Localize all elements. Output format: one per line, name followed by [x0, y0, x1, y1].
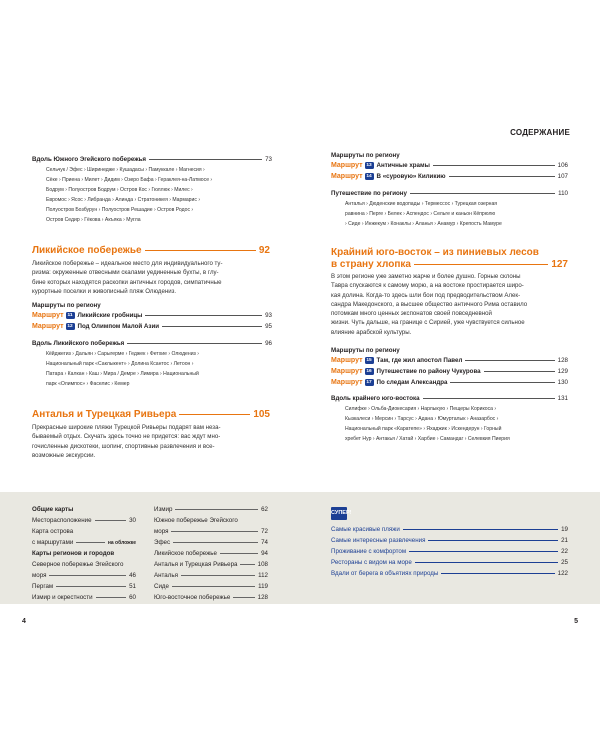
- map-label: Анталья и Турецкая Ривьера: [154, 561, 238, 568]
- dot-leader: [423, 398, 555, 399]
- map-label: Измир и окрестности: [32, 594, 93, 601]
- map-label: Юго-восточное побережье: [154, 594, 231, 601]
- route-entry-13[interactable]: [331, 162, 568, 169]
- places-lycia: [46, 350, 276, 390]
- toc-entry-page: 131: [557, 395, 568, 402]
- route-page: 129: [557, 368, 568, 375]
- places-line: Силифке › Ольба-Диокесария › Нарлыкую › Пещеры Корикоса ›: [345, 406, 497, 412]
- dot-leader: [409, 551, 558, 552]
- super-entry[interactable]: [331, 570, 568, 577]
- map-entry[interactable]: [32, 517, 136, 524]
- map-entry[interactable]: [32, 539, 136, 546]
- desc-line: возможные экскурсии.: [32, 451, 96, 459]
- map-page: 62: [261, 506, 268, 513]
- toc-entry-along-southeast[interactable]: [331, 395, 568, 402]
- route-entry-14[interactable]: [331, 173, 568, 180]
- toc-entry-along-lycia[interactable]: [32, 340, 272, 347]
- map-label: Карты регионов и городов: [32, 550, 115, 557]
- desc-line: Прекрасные широкие пляжи Турецкой Ривьеры подарят вам неза-: [32, 424, 221, 431]
- map-label: Северное побережье Эгейского: [32, 561, 124, 568]
- desc-line: жизни. Чуть дальше, на границе с Сирией, уже чувствуется сильное: [331, 319, 525, 327]
- desc-line: гочисленные дискотеки, шопинг, спортивные развлечения и все-: [32, 442, 215, 450]
- map-label: Измир: [154, 506, 173, 513]
- routes-heading: Маршруты по региону: [331, 347, 400, 354]
- section-page: 105: [253, 409, 270, 420]
- route-number-badge: 17: [366, 380, 372, 385]
- desc-line: Ликийское побережье – идеальное место для индивидуального ту-: [32, 260, 223, 267]
- routes-heading: Маршруты по региону: [331, 152, 400, 159]
- toc-entry-page: 96: [265, 340, 272, 347]
- places-antalya: [345, 200, 570, 230]
- map-entry[interactable]: [154, 572, 268, 579]
- section-title-southeast-line2[interactable]: [331, 259, 568, 270]
- toc-entry-label: Путешествие по региону: [331, 190, 407, 197]
- places-line: Евромос › Ясос › Либранда › Алинда › Стратоникея › Мармарис ›: [46, 196, 201, 203]
- places-line: Патара › Калкан › Каш › Мира / Демре › Лимира › Национальный: [46, 370, 199, 377]
- dot-leader: [450, 382, 554, 383]
- section-page: 127: [551, 259, 568, 270]
- map-page: 94: [261, 550, 268, 557]
- map-page: 108: [257, 561, 268, 568]
- map-entry[interactable]: [32, 583, 136, 590]
- super-label: Рестораны с видом на море: [331, 559, 412, 566]
- toc-entry-page: 73: [265, 156, 272, 163]
- section-title-text: Анталья и Турецкая Ривьера: [32, 409, 177, 420]
- section-title-southeast[interactable]: Крайний юго-восток – из пиниевых лесов: [331, 247, 539, 258]
- route-entry-16[interactable]: [331, 368, 568, 375]
- places-line: Кёйджегиз › Дальян › Сарыгерме › Геджек › Фетхие › Олюдениз ›: [46, 351, 199, 357]
- map-entry[interactable]: [154, 539, 268, 546]
- map-label: Карта острова: [32, 528, 74, 535]
- map-label: Сиде: [154, 583, 169, 590]
- desc-line: потомкам много ценных экспонатов своей повседневной: [331, 310, 492, 318]
- map-page: 60: [129, 594, 136, 601]
- map-entry[interactable]: [154, 594, 268, 601]
- toc-entry-south-aegean[interactable]: [32, 156, 272, 163]
- desc-line: бываемый отдых. Скучать здесь точно не придется: вас ждут мно-: [32, 433, 221, 441]
- section-description-lycia: [32, 259, 272, 296]
- routes-heading: Маршруты по региону: [32, 302, 101, 309]
- dot-leader: [220, 553, 258, 554]
- dot-leader: [441, 573, 554, 574]
- route-number-badge: 15: [366, 358, 372, 363]
- dot-leader: [127, 343, 262, 344]
- places-line: Национальный парк «Саклыкент» › Долина Ксантос › Летоон ›: [46, 360, 194, 367]
- dot-leader: [173, 542, 258, 543]
- page-number-right: 5: [574, 618, 578, 625]
- dot-leader: [240, 564, 254, 565]
- super-label: Самые красивые пляжи: [331, 526, 400, 533]
- dot-leader: [410, 193, 555, 194]
- places-line: хребет Нур › Антакья / Хатай › Харбие › Самандаг › Селевкия Пиерия: [345, 435, 510, 442]
- places-line: Сёке › Приена › Милет › Дидим › Озеро Бафа › Гераклея-на-Латмосе ›: [46, 176, 213, 183]
- route-title: Путешествие по району Чукурова: [376, 368, 481, 375]
- map-page: 112: [258, 572, 268, 579]
- section-rule: [414, 264, 548, 265]
- map-label: Общие карты: [32, 506, 74, 513]
- route-number-badge: 11: [67, 313, 73, 318]
- map-page: 119: [258, 583, 268, 590]
- toc-entry-travel[interactable]: [331, 190, 568, 197]
- map-entry[interactable]: [154, 528, 268, 535]
- map-label: с маршрутами: [32, 539, 74, 546]
- route-entry-12[interactable]: [32, 323, 272, 330]
- section-title-lycia[interactable]: [32, 245, 270, 256]
- route-title: По следам Александра: [376, 379, 448, 386]
- map-page: на обложке: [107, 540, 136, 546]
- map-label: Эфес: [154, 539, 171, 546]
- map-entry[interactable]: [32, 506, 136, 513]
- desc-line: кая долина. Когда-то здесь шли бои под предводительством Алек-: [331, 291, 521, 299]
- section-rule: [145, 250, 256, 251]
- places-south-aegean: [46, 166, 276, 225]
- route-label: Маршрут: [331, 357, 363, 364]
- desc-line: влияние арабской культуры.: [331, 328, 412, 336]
- dot-leader: [233, 597, 254, 598]
- dot-leader: [95, 520, 127, 521]
- dot-leader: [56, 586, 126, 587]
- dot-leader: [484, 371, 555, 372]
- section-title-antalya[interactable]: [32, 409, 270, 420]
- places-line: Анталья › Дюденские водопады › Термессос › Турецкая озерная: [345, 201, 498, 207]
- places-line: › Сиде › Инжекум › Конаклы › Аланья › Анамур › Крепость Мамуре: [345, 220, 502, 227]
- toc-entry-label: Вдоль Южного Эгейского побережья: [32, 156, 147, 163]
- map-entry[interactable]: [32, 594, 136, 601]
- route-page: 107: [557, 173, 568, 180]
- map-label: Южное побережье Эгейского: [154, 517, 238, 524]
- route-title: Там, где жил апостол Павел: [376, 357, 463, 364]
- route-label: Маршрут: [331, 173, 363, 180]
- map-page: 74: [261, 539, 268, 546]
- section-page: 92: [258, 245, 270, 256]
- dot-leader: [149, 159, 262, 160]
- super-badge: СУПЕР!: [331, 507, 347, 520]
- route-page: 93: [265, 312, 272, 319]
- section-description-antalya: [32, 423, 272, 460]
- page-header: СОДЕРЖАНИЕ: [510, 128, 570, 137]
- desc-line: бине которых находятся раскопки античных городов, симпатичные: [32, 278, 222, 286]
- map-entry[interactable]: [154, 583, 268, 590]
- route-page: 106: [557, 162, 568, 169]
- map-entry[interactable]: [154, 561, 268, 568]
- dot-leader: [172, 586, 255, 587]
- dot-leader: [171, 531, 258, 532]
- section-title-text: в страну хлопка: [331, 259, 411, 270]
- map-page: 128: [257, 594, 268, 601]
- route-number-badge: 14: [366, 174, 372, 179]
- section-rule: [179, 414, 250, 415]
- desc-line: В этом регионе уже заметно жарче и более душно. Горные склоны: [331, 273, 521, 280]
- places-southeast: [345, 405, 575, 445]
- super-page: 122: [557, 570, 568, 577]
- route-label: Маршрут: [331, 379, 363, 386]
- map-entry[interactable]: [154, 506, 268, 513]
- route-entry-11[interactable]: [32, 312, 272, 319]
- map-page: 72: [261, 528, 268, 535]
- super-page: 22: [561, 548, 568, 555]
- desc-line: ризма: окруженные отвесными скалами уединенные бухты, в глу-: [32, 269, 219, 277]
- map-entry[interactable]: [154, 517, 268, 524]
- route-number-badge: 12: [67, 324, 73, 329]
- places-line: Кызкалеси › Мерсин › Тарсус › Адана › Юмурталык › Аназарбос ›: [345, 415, 499, 422]
- map-page: 51: [129, 583, 136, 590]
- dot-leader: [96, 597, 127, 598]
- route-title: Ликийские гробницы: [77, 312, 143, 319]
- places-line: Бодрум › Полуостров Бодрум › Остров Кос › Гюллюк › Милес ›: [46, 186, 193, 193]
- section-title-text: Ликийское побережье: [32, 245, 142, 256]
- dot-leader: [449, 176, 555, 177]
- route-entry-17[interactable]: [331, 379, 568, 386]
- map-label: Анталья: [154, 572, 178, 579]
- route-title: Под Олимпом Малой Азии: [77, 323, 160, 330]
- map-page: 30: [129, 517, 136, 524]
- places-line: Полуостров Бозбурун › Полуостров Решадие › Остров Родос ›: [46, 206, 194, 213]
- dot-leader: [415, 562, 558, 563]
- super-entry[interactable]: [331, 526, 568, 533]
- dot-leader: [428, 540, 558, 541]
- places-line: равнина › Перге › Белек › Аспендос › Сельге и каньон Кёпрюлю: [345, 210, 496, 217]
- places-line: парк «Олимпос» › Фаселис › Кемер: [46, 380, 130, 387]
- super-page: 19: [561, 526, 568, 533]
- route-number-badge: 16: [366, 369, 372, 374]
- toc-entry-label: Вдоль крайнего юго-востока: [331, 395, 420, 402]
- super-label: Вдали от берега в объятиях природы: [331, 570, 439, 577]
- route-entry-15[interactable]: [331, 357, 568, 364]
- route-label: Маршрут: [331, 368, 363, 375]
- page-number-left: 4: [22, 618, 26, 625]
- route-label: Маршрут: [32, 312, 64, 319]
- super-entry[interactable]: [331, 537, 568, 544]
- map-entry[interactable]: [32, 572, 136, 579]
- dot-leader: [145, 315, 262, 316]
- map-label: моря: [154, 528, 169, 535]
- super-entry[interactable]: [331, 548, 568, 555]
- route-page: 95: [265, 323, 272, 330]
- section-description-southeast: [331, 272, 571, 337]
- places-line: Сельчук / Эфес › Ширинедже › Кушадасы › Памуккале › Магнесия ›: [46, 167, 205, 173]
- super-entry[interactable]: [331, 559, 568, 566]
- map-label: Месторасположение: [32, 517, 92, 524]
- map-label: Пергам: [32, 583, 54, 590]
- places-line: Национальный парк «Каратепе» › Яхаджик › Искендерун › Горный: [345, 425, 502, 432]
- toc-entry-label: Вдоль Ликийского побережья: [32, 340, 125, 347]
- route-page: 128: [557, 357, 568, 364]
- desc-line: сандра Македонского, а высшее общество античного Рима оставило: [331, 300, 528, 308]
- map-entry[interactable]: [154, 550, 268, 557]
- map-entry[interactable]: [32, 528, 136, 535]
- super-page: 21: [561, 537, 568, 544]
- dot-leader: [49, 575, 126, 576]
- map-label: моря: [32, 572, 47, 579]
- map-entry[interactable]: [32, 550, 136, 557]
- super-label: Проживание с комфортом: [331, 548, 407, 555]
- route-title: Античные храмы: [376, 162, 430, 169]
- dot-leader: [465, 360, 554, 361]
- super-page: 25: [561, 559, 568, 566]
- dot-leader: [76, 542, 105, 543]
- desc-line: курортные поселки и живописный пляж Олюдениз.: [32, 287, 177, 295]
- dot-leader: [175, 509, 258, 510]
- map-entry[interactable]: [32, 561, 136, 568]
- dot-leader: [433, 165, 555, 166]
- map-page: 46: [129, 572, 136, 579]
- route-page: 130: [557, 379, 568, 386]
- dot-leader: [162, 326, 262, 327]
- dot-leader: [181, 575, 255, 576]
- desc-line: Тавра спускаются к самому морю, а на востоке простирается широ-: [331, 282, 524, 290]
- route-label: Маршрут: [331, 162, 363, 169]
- places-line: Остров Седир › Гёкова › Акъяка › Мугла: [46, 216, 141, 223]
- dot-leader: [403, 529, 558, 530]
- map-label: Ликийское побережье: [154, 550, 217, 557]
- route-label: Маршрут: [32, 323, 64, 330]
- toc-entry-page: 110: [558, 190, 568, 197]
- route-title: В «суровую» Киликию: [376, 173, 446, 180]
- route-number-badge: 13: [366, 163, 372, 168]
- super-label: Самые интересные развлечения: [331, 537, 426, 544]
